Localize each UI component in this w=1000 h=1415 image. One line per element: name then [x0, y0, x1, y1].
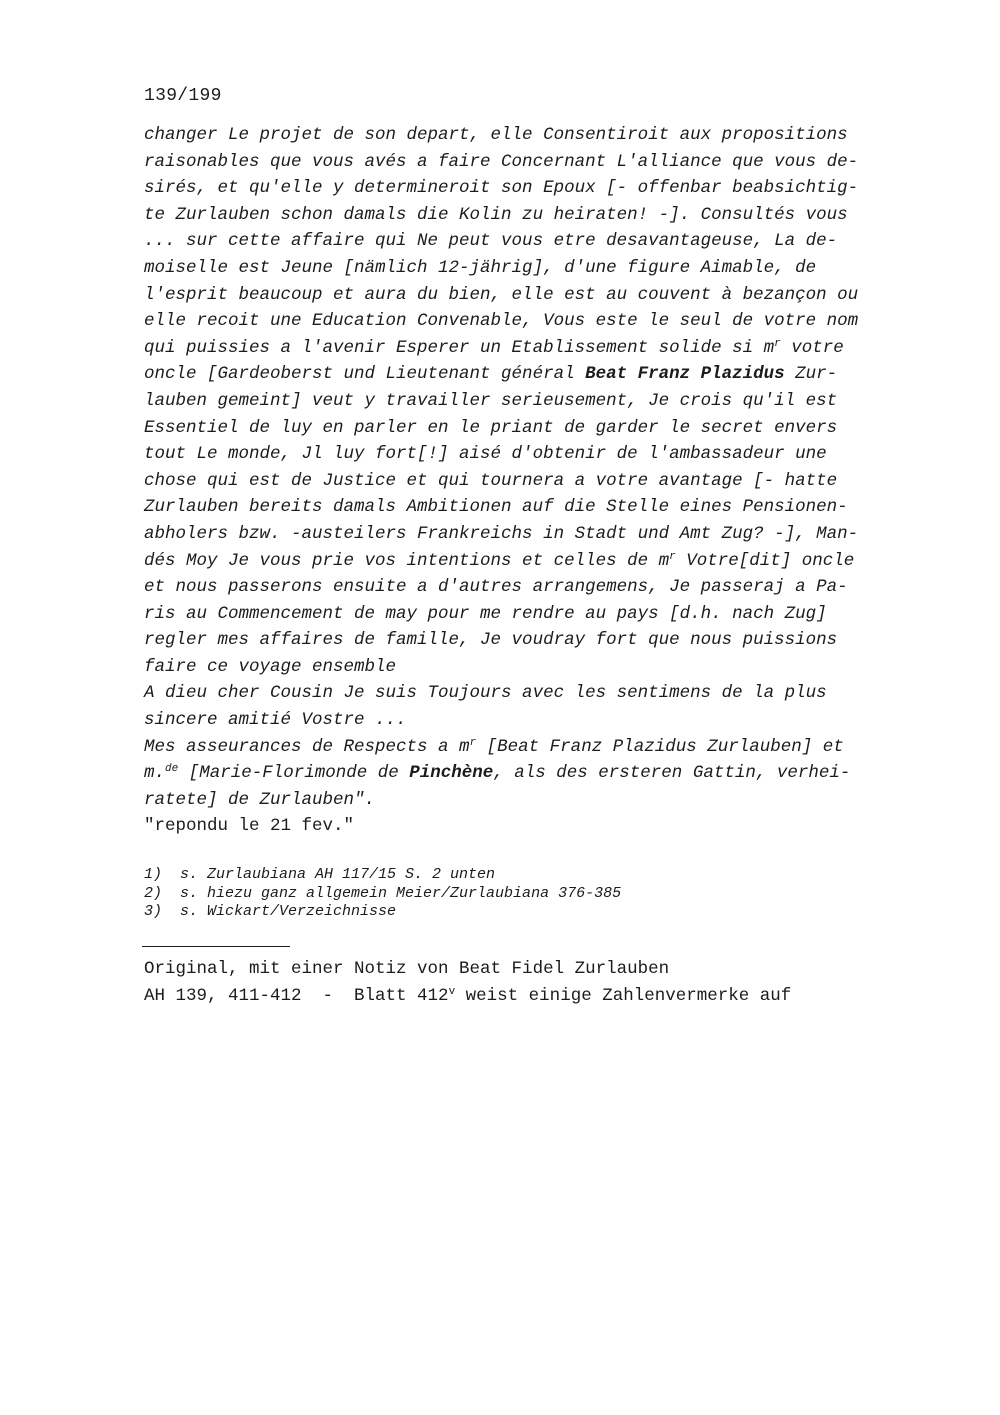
text-line: [144, 335, 924, 362]
text-segment: qui puissies a l'avenir Esperer un Etablissement solide si m: [144, 337, 775, 358]
superscript: r: [669, 550, 676, 563]
text-segment: Zur-: [784, 364, 838, 385]
text-line: Zurlauben bereits damals Ambitionen auf die Stelle eines Pensionen-: [144, 497, 848, 518]
text-segment: m.: [144, 763, 166, 784]
text-line: raisonables que vous avés a faire Concernant L'alliance que vous de-: [144, 151, 859, 172]
reply-note: "repondu le 21 fev.": [144, 816, 355, 837]
text-line: ratete] de Zurlauben".: [144, 789, 376, 810]
text-line: tout Le monde, Jl luy fort[!] aisé d'obtenir de l'ambassadeur une: [144, 444, 827, 465]
page-number: 139/199: [144, 86, 222, 106]
text-line: lauben gemeint] veut y travailler serieusement, Je crois qu'il est: [144, 390, 838, 411]
text-segment: Mes asseurances de Respects a m: [144, 736, 470, 757]
text-line: elle recoit une Education Convenable, Vous este le seul de votre nom: [144, 311, 859, 332]
superscript: de: [165, 763, 179, 776]
separator-rule: [142, 946, 290, 947]
text-line: te Zurlauben schon damals die Kolin zu heiraten! -]. Consultés vous: [144, 204, 848, 225]
text-segment: , als des ersteren Gattin, verhei-: [493, 763, 851, 784]
text-line: sincere amitié Vostre ...: [144, 710, 407, 731]
superscript: v: [448, 985, 456, 998]
footnote: 1) s. Zurlaubiana AH 117/15 S. 2 unten: [144, 866, 496, 883]
text-segment: [Beat Franz Plazidus Zurlauben] et: [476, 736, 844, 757]
superscript: r: [774, 337, 781, 350]
source-note: [144, 956, 944, 1009]
text-segment: Votre[dit] oncle: [675, 550, 855, 571]
text-segment: weist einige Zahlenvermerke auf: [455, 985, 792, 1006]
text-line: et nous passerons ensuite a d'autres arrangemens, Je passeraj a Pa-: [144, 577, 848, 598]
text-line: Essentiel de luy en parler en le priant de garder le secret envers: [144, 417, 838, 438]
text-line: A dieu cher Cousin Je suis Toujours avec les sentimens de la plus: [144, 683, 827, 704]
letter-transcription: [144, 122, 924, 840]
text-line: [144, 361, 924, 388]
text-segment: AH 139, 411-412 - Blatt 412: [144, 985, 449, 1006]
text-line: ris au Commencement de may pour me rendre au pays [d.h. nach Zug]: [144, 603, 827, 624]
footnote: 2) s. hiezu ganz allgemein Meier/Zurlaubiana 376-385: [144, 884, 622, 902]
text-segment: [Marie-Florimonde de: [178, 763, 410, 784]
text-segment: dés Moy Je vous prie vos intentions et celles de m: [144, 550, 670, 571]
text-line: ... sur cette affaire qui Ne peut vous etre desavantageuse, La de-: [144, 231, 838, 252]
source-line: [144, 983, 944, 1010]
text-line: [144, 548, 924, 575]
text-line: abholers bzw. -austeilers Frankreichs in Stadt und Amt Zug? -], Man-: [144, 523, 859, 544]
text-line: [144, 760, 924, 787]
text-line: regler mes affaires de famille, Je voudray fort que nous puissions: [144, 630, 838, 651]
text-line: faire ce voyage ensemble: [144, 656, 397, 677]
text-line: changer Le projet de son depart, elle Consentiroit aux propositions: [144, 125, 848, 145]
bold-name: Beat Franz Plazidus: [585, 364, 785, 385]
text-line: moiselle est Jeune [nämlich 12-jährig], d'une figure Aimable, de: [144, 257, 817, 278]
footnote: 3) s. Wickart/Verzeichnisse: [144, 903, 397, 920]
footnotes: [144, 866, 924, 922]
text-line: l'esprit beaucoup et aura du bien, elle est au couvent à bezançon ou: [144, 284, 859, 305]
superscript: r: [469, 736, 477, 749]
text-line: sirés, et qu'elle y determineroit son Epoux [- offenbar beabsichtig-: [144, 178, 859, 199]
source-line: Original, mit einer Notiz von Beat Fidel Zurlauben: [144, 959, 670, 979]
text-segment: votre: [780, 337, 844, 358]
text-line: chose qui est de Justice et qui tournera a votre avantage [- hatte: [144, 470, 838, 491]
text-segment: oncle [Gardeoberst und Lieutenant général: [144, 364, 586, 385]
bold-name: Pinchène: [409, 763, 494, 784]
text-line: [144, 734, 924, 761]
